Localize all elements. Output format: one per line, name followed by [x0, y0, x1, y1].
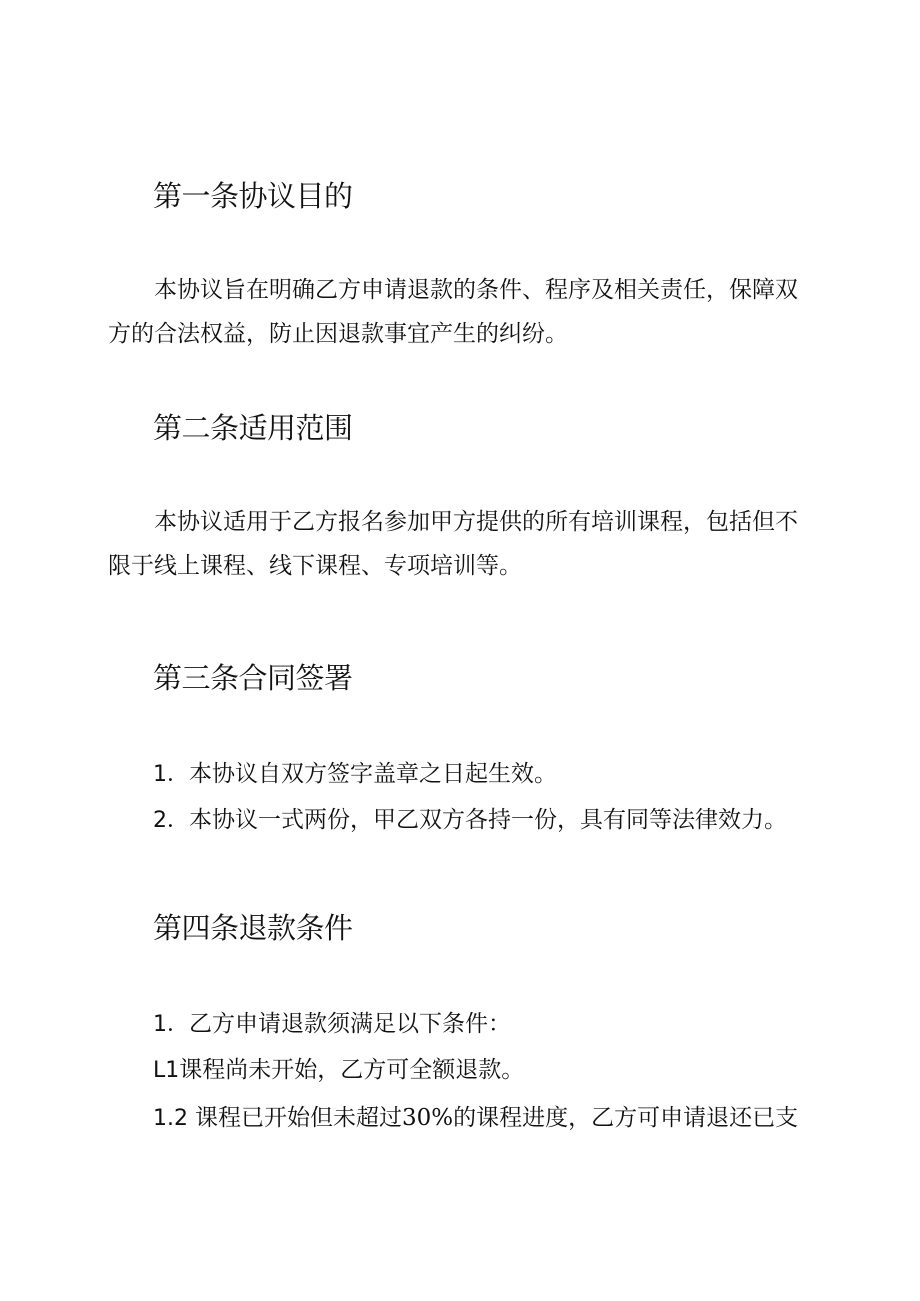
sub-list-item-text: 课程尚未开始，乙方可全额退款。	[179, 1057, 525, 1083]
section-1-heading: 第一条协议目的	[153, 179, 353, 213]
paragraph-line: 方的合法权益，防止因退款事宜产生的纠纷。	[108, 321, 568, 347]
list-item-number: 1．	[153, 1012, 189, 1037]
sub-list-item	[153, 1054, 524, 1087]
sub-list-item-number: L1	[153, 1058, 180, 1083]
sub-list-item-number: 1.2	[153, 1106, 195, 1131]
list-item	[153, 758, 557, 791]
section-2-heading: 第二条适用范围	[153, 411, 353, 445]
section-2-paragraph	[108, 500, 808, 588]
list-item	[153, 804, 787, 837]
list-item-text: 本协议自双方签字盖章之日起生效。	[189, 761, 557, 787]
list-item-number: 2．	[153, 808, 189, 833]
paragraph-line: 本协议旨在明确乙方申请退款的条件、程序及相关责任，保障双	[154, 277, 798, 303]
list-item-text: 本协议一式两份，甲乙双方各持一份，具有同等法律效力。	[189, 807, 787, 833]
sub-list-item	[153, 1102, 798, 1135]
paragraph-line: 限于线上课程、线下课程、专项培训等。	[108, 553, 522, 579]
section-4-heading: 第四条退款条件	[153, 911, 353, 945]
list-item-number: 1．	[153, 762, 189, 787]
list-item	[153, 1008, 511, 1041]
list-item-text: 乙方申请退款须满足以下条件：	[189, 1011, 511, 1037]
sub-list-item-text: 课程已开始但未超过30%的课程进度，乙方可申请退还已支	[194, 1105, 799, 1131]
section-3-heading: 第三条合同签署	[153, 661, 353, 695]
paragraph-line: 本协议适用于乙方报名参加甲方提供的所有培训课程，包括但不	[154, 509, 798, 535]
section-1-paragraph	[108, 268, 808, 356]
